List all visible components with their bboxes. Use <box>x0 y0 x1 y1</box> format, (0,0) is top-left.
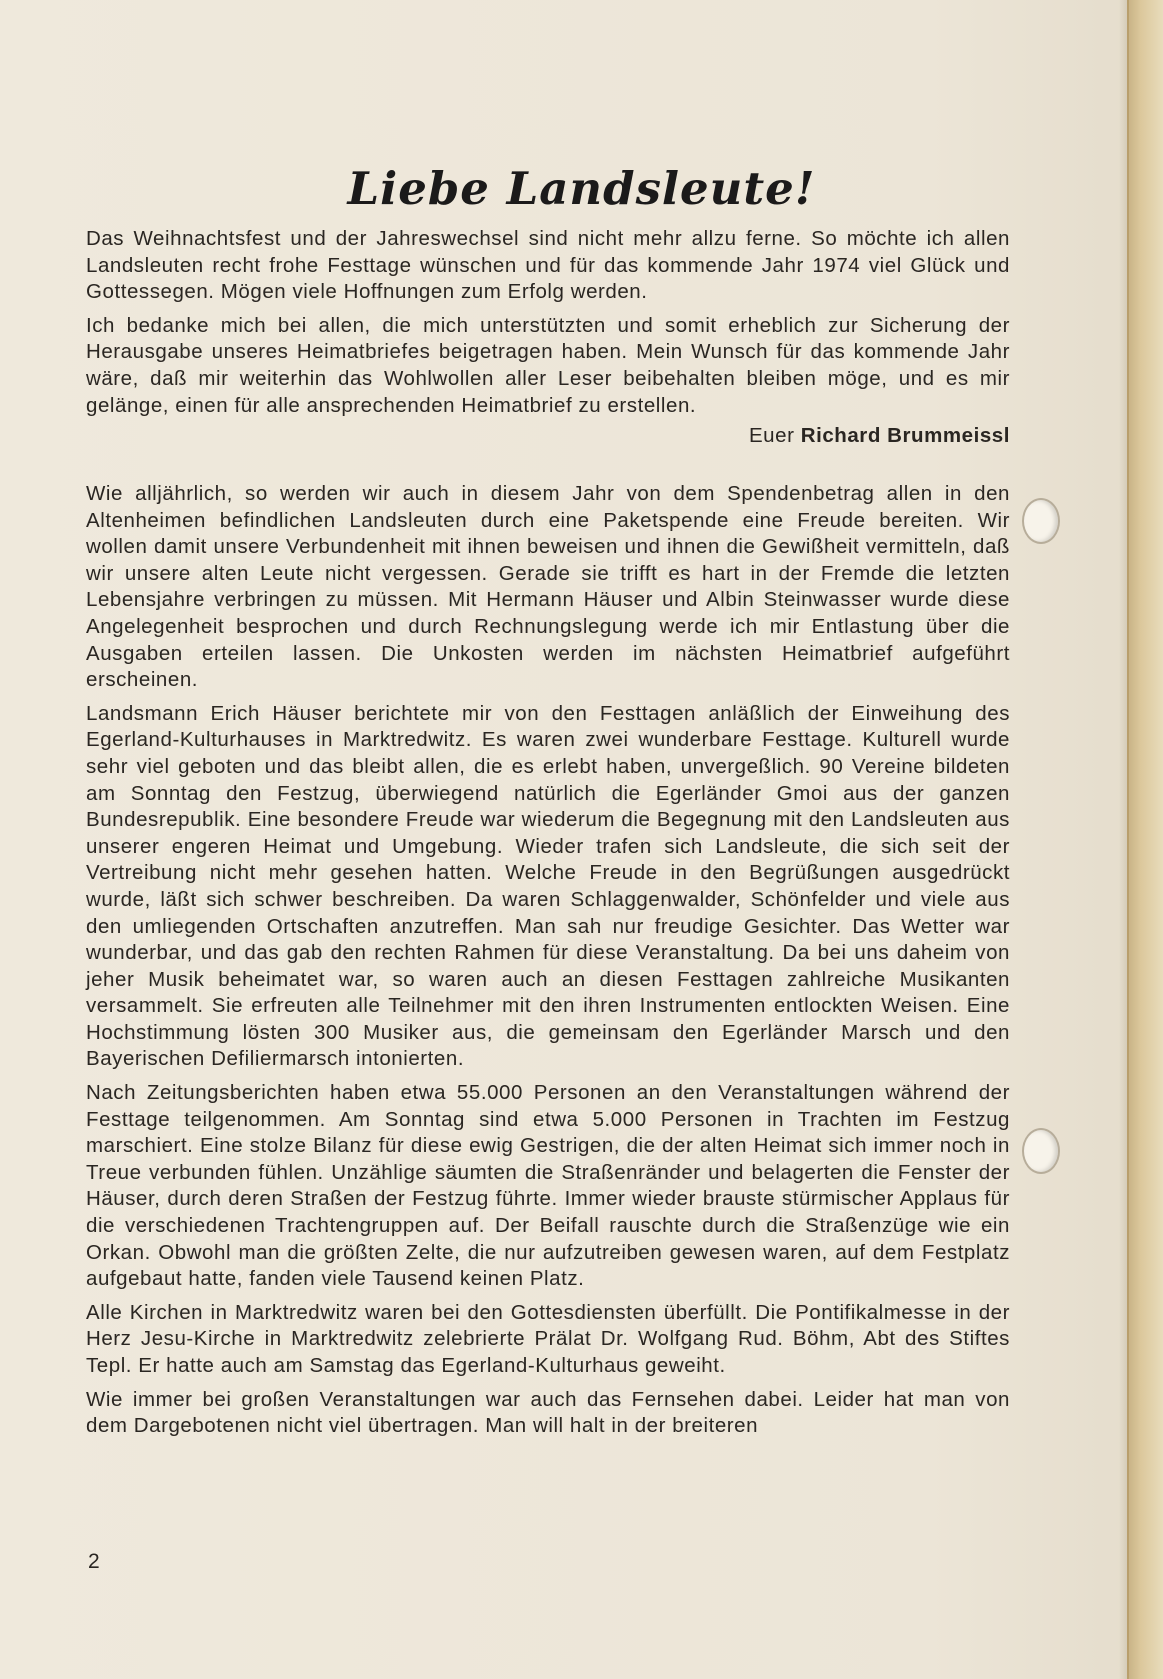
paragraph: Nach Zeitungsberichten haben etwa 55.000 Personen an den Veranstaltungen während der Festtage teilgenommen. Am Sonntag sind etwa 5.000 Personen in Trachten im Festzug marschiert. Eine stolze Bilanz für diese ewig Gestrigen, die der alten Heimat sich immer noch in Treue verbunden fühlen. Unzählige säumten die Straßenränder und belagerten die Fenster der Häuser, durch deren Straßen der Festzug führte. Immer wieder brauste stürmischer Applaus für die verschiedenen Trachtengruppen auf. Der Beifall rauschte durch die Straßenzüge wie ein Orkan. Obwohl man die größten Zelte, die nur aufzutreiben gewesen waren, auf dem Festplatz aufgebaut hatte, fanden viele Tausend keinen Platz. <box>86 1081 1010 1291</box>
signature-name: Richard Brummeissl <box>800 424 1010 448</box>
punch-hole <box>1022 498 1060 544</box>
signature <box>749 423 1010 450</box>
paragraph: Alle Kirchen in Marktredwitz waren bei den Gottesdiensten überfüllt. Die Pontifikalmesse in der Herz Jesu-Kirche in Marktredwitz zelebrierte Prälat Dr. Wolfgang Rud. Böhm, Abt des Stiftes Tepl. Er hatte auch am Samstag das Egerland-Kulturhaus geweiht. <box>86 1300 1010 1377</box>
page-number: 2 <box>88 1550 100 1573</box>
page-edge <box>1127 0 1163 1679</box>
paragraph: Wie alljährlich, so werden wir auch in diesem Jahr von dem Spendenbetrag allen in den Altenheimen befindlichen Landsleuten durch eine Paketspende eine Freude bereiten. Wir wollen damit unsere Verbundenheit mit ihnen beweisen und ihnen die Gewißheit vermitteln, daß wir unsere alten Leute nicht vergessen. Gerade sie trifft es hart in der Fremde die letzten Lebensjahre verbringen zu müssen. Mit Hermann Häuser und Albin Steinwasser wurde diese Angelegenheit besprochen und durch Rechnungslegung werde ich mir Entlastung über die Ausgaben erteilen lassen. Die Unkosten werden im nächsten Heimatbrief aufgeführt erscheinen. <box>86 482 1010 692</box>
paragraph: Ich bedanke mich bei allen, die mich unterstützten und somit erheblich zur Sicherung der Herausgabe unseres Heimatbriefes beigetragen haben. Mein Wunsch für das kommende Jahr wäre, daß mir weiterhin das Wohlwollen aller Leser beibehalten bleiben möge, und es mir gelänge, einen für alle ansprechenden Heimatbrief zu erstellen. <box>86 313 1010 417</box>
punch-hole <box>1022 1128 1060 1174</box>
paragraph: Wie immer bei großen Veranstaltungen war auch das Fernsehen dabei. Leider hat man von dem Dargebotenen nicht viel übertragen. Man will halt in der breiteren <box>86 1387 1010 1438</box>
page-title: Liebe Landsleute! <box>347 162 816 216</box>
paragraph: Das Weihnachtsfest und der Jahreswechsel sind nicht mehr allzu ferne. So möchte ich allen Landsleuten recht frohe Festtage wünschen und für das kommende Jahr 1974 viel Glück und Gottessegen. Mögen viele Hoffnungen zum Erfolg werden. <box>86 227 1010 304</box>
intro-text <box>86 226 1010 448</box>
signature-row <box>86 419 1010 448</box>
paragraph: Landsmann Erich Häuser berichtete mir von den Festtagen anläßlich der Einweihung des Egerland-Kulturhauses in Marktredwitz. Es waren zwei wunderbare Festtage. Kulturell wurde sehr viel geboten und das bleibt allen, die es erlebt haben, unvergeßlich. 90 Vereine bildeten am Sonntag den Festzug, überwiegend natürlich die Egerländer Gmoi aus der ganzen Bundesrepublik. Eine besondere Freude war wiederum die Begegnung mit den Landsleuten aus unserer engeren Heimat und Umgebung. Wieder trafen sich Landsleute, die sich seit der Vertreibung nicht mehr gesehen hatten. Welche Freude in den Begrüßungen ausgedrückt wurde, läßt sich schwer beschreiben. Da waren Schlaggenwalder, Schönfelder und viele aus den umliegenden Ortschaften anzutreffen. Man sah nur freudige Gesichter. Das Wetter war wunderbar, und das gab den rechten Rahmen für diese Veranstaltung. Da bei uns daheim von jeher Musik beheimatet war, so waren auch an diesen Festtagen zahlreiche Musikanten versammelt. Sie erfreuten alle Teilnehmer mit den ihren Instrumenten entlockten Weisen. Eine Hochstimmung lösten 300 Musiker aus, die gemeinsam den Egerländer Marsch und den Bayerischen Defiliermarsch intonierten. <box>86 701 1010 1071</box>
signature-prefix: Euer <box>748 424 795 448</box>
main-text <box>86 481 1010 1447</box>
